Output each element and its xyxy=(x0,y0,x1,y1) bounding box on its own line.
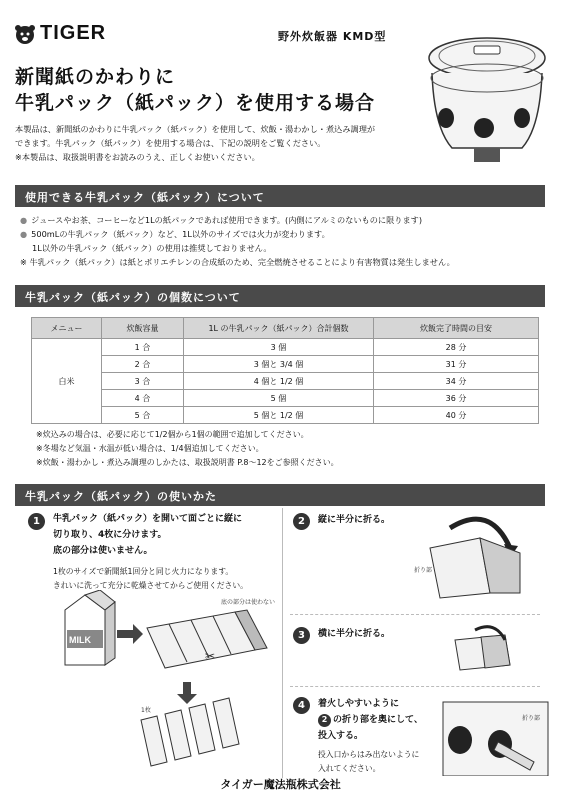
table-cell: 40 分 xyxy=(374,407,539,424)
milk-label: MILK xyxy=(69,635,91,645)
step1-number: 1 xyxy=(28,513,45,530)
table-cell: 5 個と 1/2 個 xyxy=(184,407,374,424)
one-sheet-label: 1枚 xyxy=(141,707,151,714)
table-row xyxy=(32,390,539,407)
step1-text xyxy=(53,511,283,593)
fold-label: 折り部 xyxy=(414,567,433,574)
step-divider xyxy=(282,508,283,778)
pack-count-table xyxy=(31,317,539,424)
step4-line: 着火しやすいように xyxy=(318,699,400,709)
step1-note: 1枚のサイズで新聞紙1回分と同じ火力になります。 xyxy=(53,567,234,576)
step2-illustration xyxy=(410,508,540,608)
table-cell: 4 合 xyxy=(102,390,184,407)
model-label: 野外炊飯器 KMD型 xyxy=(278,30,387,43)
bottom-label: 底の部分は使わない xyxy=(221,599,276,606)
table-cell: 2 合 xyxy=(102,356,184,373)
brand-name: TIGER xyxy=(40,22,107,44)
tiger-logo-icon xyxy=(14,24,36,44)
table-cell: 4 個と 1/2 個 xyxy=(184,373,374,390)
table-row xyxy=(32,407,539,424)
table-cell: 5 個 xyxy=(184,390,374,407)
logo xyxy=(14,22,106,45)
step4-number: 4 xyxy=(293,697,310,714)
page-title-line1: 新聞紙のかわりに xyxy=(15,66,176,88)
company-footer: タイガー魔法瓶株式会社 xyxy=(220,778,341,791)
menu-cell: 白米 xyxy=(32,339,102,424)
note-line: ※冬場など気温・水温が低い場合は、1/4個追加してください。 xyxy=(36,444,264,453)
section1-note: ※ 牛乳パック（紙パック）は紙とポリエチレンの合成紙のため、完全燃焼させることにより有害物質は発生しません。 xyxy=(20,257,455,267)
table-notes xyxy=(36,428,339,470)
step1-line: 牛乳パック（紙パック）を開いて面ごとに縦に xyxy=(53,514,243,524)
step4-line: 投入する。 xyxy=(318,731,364,741)
step3-text: 横に半分に折る。 xyxy=(318,629,391,639)
intro-line: できます。牛乳パック（紙パック）を使用する場合は、下記の説明をご覧ください。 xyxy=(15,138,326,148)
table-header: 炊飯容量 xyxy=(102,318,184,339)
scissors-icon: ✂ xyxy=(205,649,216,663)
section2-heading: 牛乳パック（紙パック）の個数について xyxy=(15,285,545,307)
note-line: ※炊込みの場合は、必要に応じて1/2個から1個の範囲で追加してください。 xyxy=(36,430,309,439)
intro-text xyxy=(15,122,435,164)
table-cell: 31 分 xyxy=(374,356,539,373)
step2-number: 2 xyxy=(293,513,310,530)
table-cell: 34 分 xyxy=(374,373,539,390)
table-cell: 3 個と 3/4 個 xyxy=(184,356,374,373)
step-separator xyxy=(290,686,540,687)
table-row xyxy=(32,356,539,373)
table-cell: 36 分 xyxy=(374,390,539,407)
table-cell: 3 合 xyxy=(102,373,184,390)
step3-illustration xyxy=(445,620,535,680)
step1-line: 底の部分は使いません。 xyxy=(53,546,153,556)
fold-label-2: 折り部 xyxy=(522,715,541,722)
step4-note: 入れてください。 xyxy=(318,764,381,773)
table-header: 1L の牛乳パック（紙パック）合計個数 xyxy=(184,318,374,339)
step1-illustration xyxy=(55,590,285,770)
section3-heading: 牛乳パック（紙パック）の使いかた xyxy=(15,484,545,506)
table-header: 炊飯完了時間の目安 xyxy=(374,318,539,339)
intro-line: 本製品は、新聞紙のかわりに牛乳パック（紙パック）を使用して、炊飯・湯わかし・煮込み調理が xyxy=(15,124,376,134)
step1-note: きれいに洗って充分に乾燥させてからご使用ください。 xyxy=(53,581,248,590)
intro-line: ※本製品は、取扱説明書をお読みのうえ、正しくお使いください。 xyxy=(15,152,260,162)
section1-heading: 使用できる牛乳パック（紙パック）について xyxy=(15,185,545,207)
table-row xyxy=(32,339,539,356)
step4-note: 投入口からはみ出ないように xyxy=(318,750,420,759)
step4-line: の折り部を奥にして、 xyxy=(333,715,423,725)
ref-step2-badge: 2 xyxy=(318,714,331,727)
bullet-item: ● ジュースやお茶、コーヒーなど1Lの紙パックであれば使用できます。(内側にアルミのないものに限ります) xyxy=(20,213,550,227)
step3-number: 3 xyxy=(293,627,310,644)
bullet-item: ● 500mLの牛乳パック（紙パック）など、1L以外のサイズでは火力が変わります。 xyxy=(20,227,550,241)
step-separator xyxy=(290,614,540,615)
page-title-line2: 牛乳パック（紙パック）を使用する場合 xyxy=(15,92,376,114)
bullet-continuation: 1L以外の牛乳パック（紙パック）の使用は推奨しておりません。 xyxy=(32,243,272,253)
step2-text: 縦に半分に折る。 xyxy=(318,515,391,525)
table-cell: 3 個 xyxy=(184,339,374,356)
table-cell: 5 合 xyxy=(102,407,184,424)
table-row xyxy=(32,373,539,390)
rice-cooker-illustration xyxy=(422,18,552,168)
table-cell: 1 合 xyxy=(102,339,184,356)
section1-body xyxy=(20,213,550,269)
step4-text xyxy=(318,696,443,776)
step4-illustration xyxy=(438,692,553,776)
step1-line: 切り取り、4枚に分けます。 xyxy=(53,530,167,540)
table-cell: 28 分 xyxy=(374,339,539,356)
table-header: メニュー xyxy=(32,318,102,339)
note-line: ※炊飯・湯わかし・煮込み調理のしかたは、取扱説明書 P.8～12をご参照ください。 xyxy=(36,458,339,467)
